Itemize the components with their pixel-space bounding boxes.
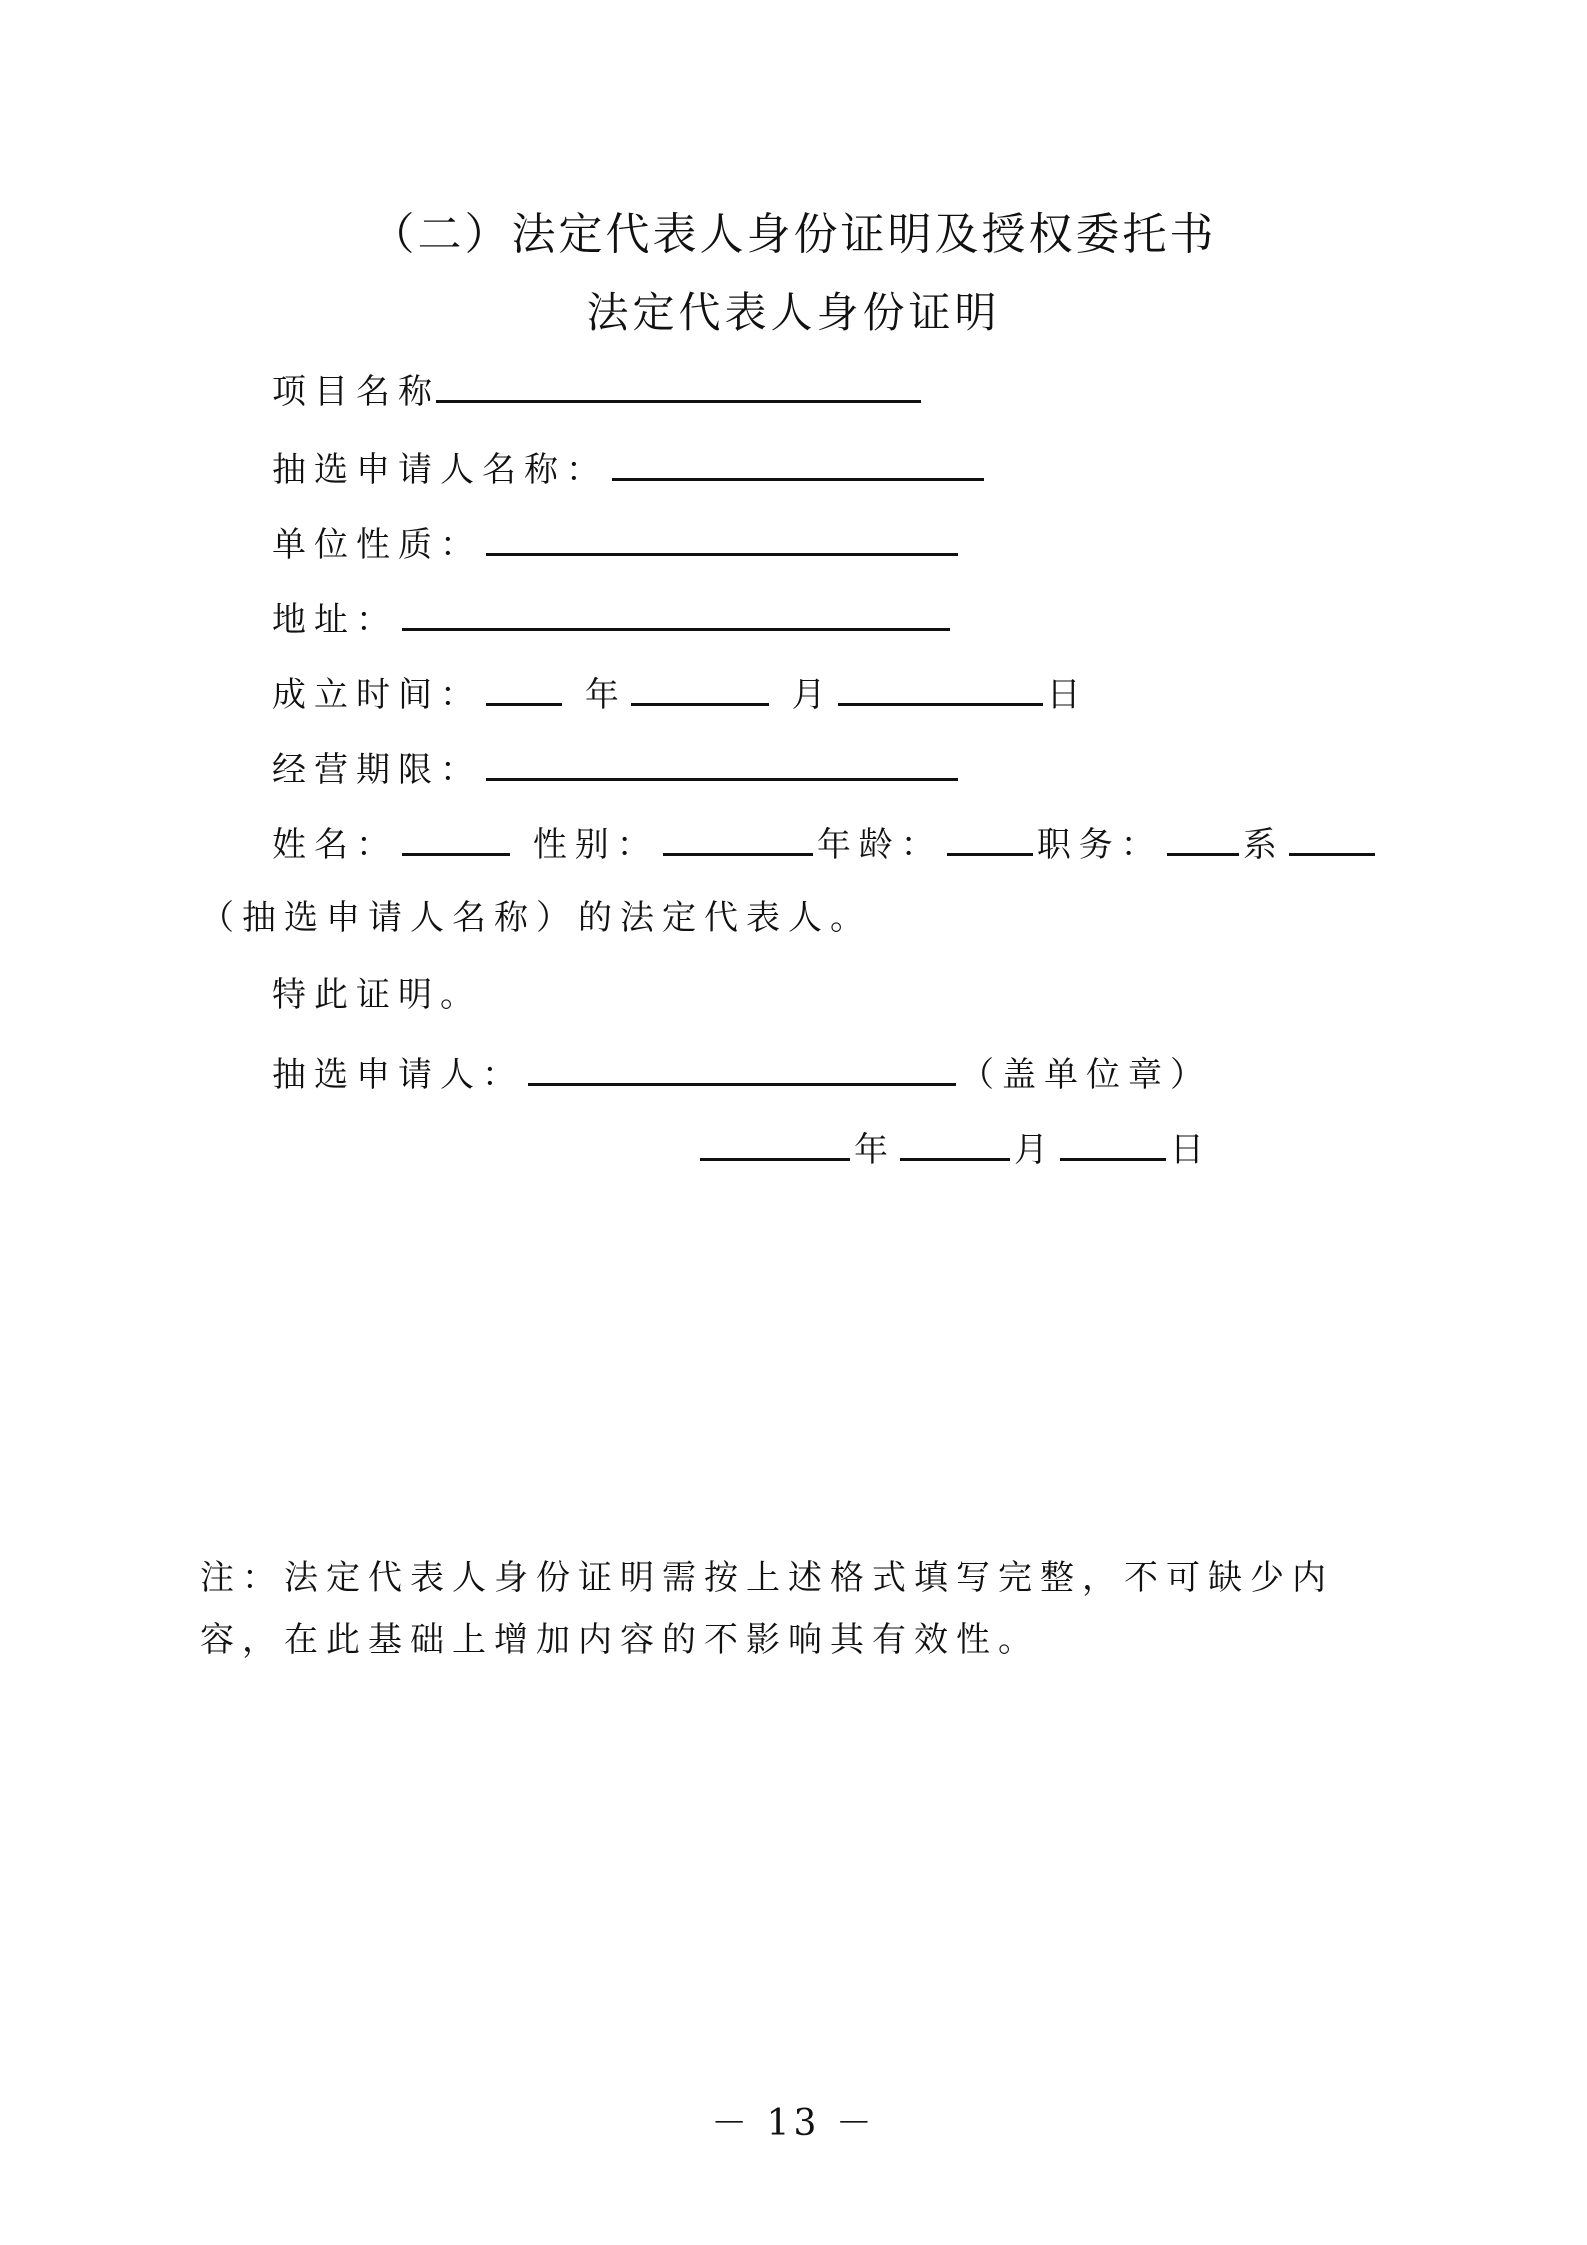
term-label: 经营期限： (272, 750, 482, 790)
sign-day-char: 日 (1170, 1130, 1212, 1170)
document-title: 法定代表人身份证明 (586, 288, 1001, 337)
established-year-blank[interactable] (486, 665, 562, 706)
certify-text: 特此证明。 (272, 975, 482, 1015)
section-title: （二）法定代表人身份证明及授权委托书 (370, 209, 1217, 260)
name-blank[interactable] (402, 815, 510, 856)
established-month-blank[interactable] (631, 665, 769, 706)
position-label: 职务： (1036, 825, 1163, 865)
applicant-name-row (272, 440, 988, 495)
statement-line: （抽选申请人名称）的法定代表人。 (200, 898, 872, 938)
established-row (272, 665, 1089, 720)
address-blank[interactable] (402, 590, 950, 631)
applicant-label: 抽选申请人： (272, 1055, 524, 1095)
address-row (272, 590, 954, 645)
gender-label: 性别： (532, 825, 659, 865)
note-text: 注：法定代表人身份证明需按上述格式填写完整，不可缺少内容，在此基础上增加内容的不影响其有效性。 (200, 1558, 1334, 1660)
project-name-label: 项目名称 (272, 372, 440, 412)
age-label: 年龄： (816, 825, 943, 865)
name-label: 姓名： (272, 825, 398, 865)
project-name-blank[interactable] (436, 362, 921, 403)
term-row (272, 740, 962, 795)
position-blank[interactable] (1167, 815, 1239, 856)
established-label: 成立时间： (272, 675, 482, 715)
sign-month-blank[interactable] (900, 1120, 1010, 1161)
address-label: 地址： (272, 600, 398, 640)
sign-year-blank[interactable] (700, 1120, 850, 1161)
seal-text: （盖单位章） (960, 1055, 1212, 1095)
unit-nature-blank[interactable] (486, 515, 958, 556)
project-name-row (272, 362, 925, 417)
gender-blank[interactable] (663, 815, 813, 856)
applicant-blank[interactable] (528, 1045, 956, 1086)
established-month-char: 月 (791, 675, 834, 715)
applicant-name-label: 抽选申请人名称： (272, 450, 608, 490)
applicant-sign-row (272, 1045, 1212, 1100)
applicant-name-blank[interactable] (612, 440, 984, 481)
page-number: － 13 － (711, 2103, 876, 2144)
term-blank[interactable] (486, 740, 958, 781)
is-blank[interactable] (1289, 815, 1375, 856)
established-day-char: 日 (1046, 675, 1089, 715)
sign-month-char: 月 (1014, 1130, 1056, 1170)
unit-nature-row (272, 515, 962, 570)
sign-year-char: 年 (854, 1130, 896, 1170)
age-blank[interactable] (947, 815, 1033, 856)
is-char: 系 (1242, 825, 1285, 865)
unit-nature-label: 单位性质： (272, 525, 482, 565)
person-info-row (272, 815, 1379, 870)
established-day-blank[interactable] (838, 665, 1043, 706)
established-year-char: 年 (584, 675, 627, 715)
sign-day-blank[interactable] (1060, 1120, 1166, 1161)
sign-date-row (700, 1120, 1212, 1175)
